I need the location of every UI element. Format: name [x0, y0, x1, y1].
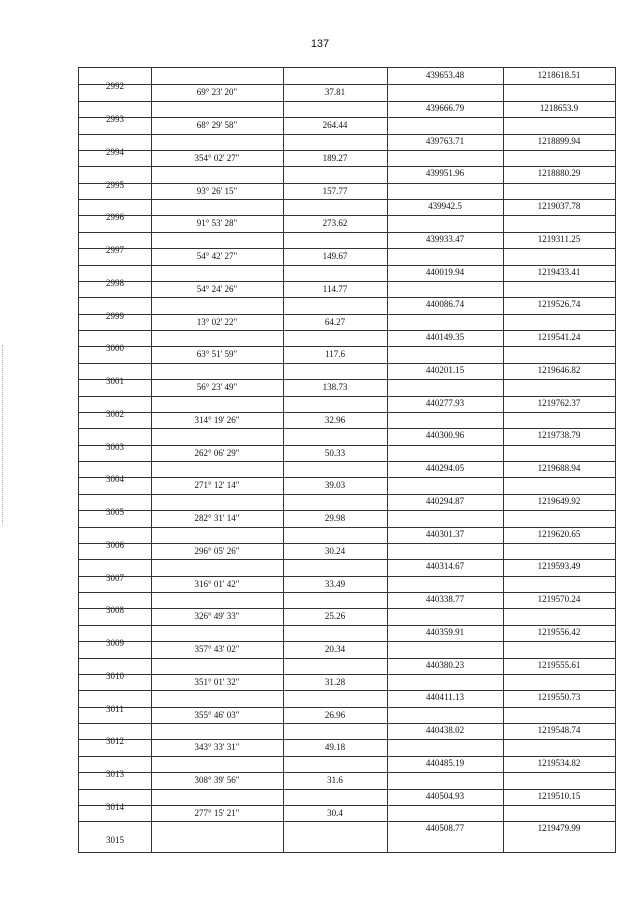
row-divider: [79, 412, 615, 413]
coordinate-y: 1219433.41: [537, 266, 581, 277]
coordinate-x: 440294.05: [425, 463, 465, 473]
coordinate-y: 1219688.94: [537, 463, 581, 473]
point-id: 3003: [106, 441, 124, 452]
coordinate-y: 1219550.73: [537, 692, 581, 703]
coordinate-x: 440277.93: [425, 397, 465, 408]
coordinate-y: 1219311.25: [537, 233, 581, 244]
coordinate-y: 1219738.79: [537, 430, 581, 441]
segment-distance: 49.18: [324, 742, 346, 753]
row-divider: [79, 281, 615, 282]
segment-angle: 13° 02' 22": [196, 316, 238, 327]
row-divider: [79, 576, 615, 577]
coordinate-y: 1218899.94: [537, 135, 581, 146]
coordinate-x: 440485.19: [425, 757, 465, 768]
row-divider: [79, 527, 615, 528]
coordinate-x: 440149.35: [425, 332, 465, 342]
point-id: 3015: [106, 834, 124, 845]
coordinate-x: 440300.96: [425, 430, 465, 441]
row-divider: [79, 445, 615, 446]
row-divider: [79, 772, 615, 773]
row-divider: [79, 543, 615, 544]
coordinate-y: 1219762.37: [537, 397, 581, 408]
segment-angle: 277° 15' 21": [194, 807, 240, 818]
segment-angle: 351° 01' 32": [194, 676, 240, 687]
coordinate-x: 440359.91: [425, 626, 465, 637]
coordinate-y: 1219620.65: [537, 528, 581, 539]
coordinate-y: 1218880.29: [537, 168, 581, 179]
row-divider: [79, 346, 615, 347]
row-divider: [79, 232, 615, 233]
segment-distance: 64.27: [324, 316, 346, 327]
coordinate-y: 1219555.61: [537, 659, 581, 670]
point-id: 3007: [106, 572, 124, 583]
coordinate-y: 1219037.78: [537, 201, 581, 211]
segment-distance: 30.24: [324, 545, 346, 556]
coordinate-y: 1219479.99: [537, 823, 581, 834]
coordinate-x: 440294.87: [425, 495, 465, 506]
row-divider: [79, 363, 615, 364]
row-divider: [79, 248, 615, 249]
segment-angle: 308° 39' 56": [194, 775, 240, 786]
coordinate-y: 1219541.24: [537, 332, 581, 342]
row-divider: [79, 625, 615, 626]
row-divider: [79, 674, 615, 675]
row-divider: [79, 379, 615, 380]
row-divider: [79, 396, 615, 397]
point-id: 3011: [106, 703, 124, 714]
segment-angle: 282° 31' 14": [194, 513, 240, 524]
coordinate-x: 440504.93: [425, 790, 465, 801]
segment-distance: 50.33: [324, 447, 346, 458]
point-id: 3006: [106, 539, 124, 550]
point-id: 3009: [106, 638, 124, 649]
segment-angle: 343° 33' 31": [194, 742, 240, 753]
segment-distance: 37.81: [324, 87, 346, 98]
coordinate-y: 1219556.42: [537, 626, 581, 637]
coordinate-x: 440019.94: [425, 266, 465, 277]
segment-distance: 26.96: [324, 709, 346, 720]
coordinate-x: 440314.67: [425, 561, 465, 572]
segment-angle: 54° 42' 27": [196, 251, 238, 262]
segment-distance: 157.77: [322, 185, 348, 196]
segment-angle: 314° 19' 26": [194, 414, 240, 425]
point-id: 3008: [106, 605, 124, 616]
segment-distance: 189.27: [322, 152, 348, 163]
point-id: 2996: [106, 212, 124, 223]
row-divider: [79, 150, 615, 151]
segment-distance: 273.62: [322, 218, 348, 229]
row-divider: [79, 707, 615, 708]
segment-distance: 138.73: [322, 382, 348, 393]
row-divider: [79, 641, 615, 642]
segment-angle: 54° 24' 26": [196, 283, 238, 294]
segment-angle: 63° 51' 59": [196, 349, 238, 360]
row-divider: [79, 117, 615, 118]
segment-angle: 56° 23' 49": [196, 382, 238, 393]
coordinate-y: 1219534.82: [537, 757, 581, 768]
segment-distance: 20.34: [324, 644, 346, 655]
row-divider: [79, 739, 615, 740]
point-id: 3010: [106, 670, 124, 681]
segment-angle: 296° 05' 26": [194, 545, 240, 556]
row-divider: [79, 510, 615, 511]
segment-distance: 149.67: [322, 251, 348, 262]
segment-distance: 31.28: [324, 676, 346, 687]
point-id: 3005: [106, 507, 124, 518]
page-number: 137: [310, 38, 330, 50]
segment-angle: 271° 12' 14": [194, 480, 240, 491]
row-divider: [79, 101, 615, 102]
point-id: 2995: [106, 179, 124, 190]
coordinate-y: 1219593.49: [537, 561, 581, 572]
point-id: 2998: [106, 277, 124, 288]
coordinate-x: 440380.23: [425, 659, 465, 670]
point-id: 2994: [106, 146, 124, 157]
point-id: 3002: [106, 408, 124, 419]
row-divider: [79, 461, 615, 462]
segment-distance: 29.98: [324, 513, 346, 524]
row-divider: [79, 477, 615, 478]
point-id: 2993: [106, 114, 124, 125]
segment-angle: 68° 29' 58": [196, 120, 238, 131]
coordinate-x: 440508.77: [425, 823, 465, 834]
segment-angle: 326° 49' 33": [194, 611, 240, 622]
row-divider: [79, 658, 615, 659]
coordinate-x: 440301.37: [425, 528, 465, 539]
point-id: 3014: [106, 801, 124, 812]
segment-angle: 316° 01' 42": [194, 578, 240, 589]
segment-angle: 262° 06' 29": [194, 447, 240, 458]
coordinate-y: 1218653.9: [539, 102, 579, 113]
row-divider: [79, 494, 615, 495]
coordinate-x: 439653.48: [425, 70, 465, 80]
segment-distance: 32.96: [324, 414, 346, 425]
row-divider: [79, 723, 615, 724]
segment-angle: 354° 02' 27": [194, 152, 240, 163]
segment-distance: 31.6: [327, 775, 343, 786]
row-divider: [79, 183, 615, 184]
point-id: 3000: [106, 343, 124, 354]
row-divider: [79, 789, 615, 790]
row-divider: [79, 330, 615, 331]
coordinate-y: 1218618.51: [537, 70, 581, 80]
row-divider: [79, 756, 615, 757]
coordinate-y: 1219548.74: [537, 725, 581, 735]
coordinate-x: 439763.71: [425, 135, 465, 146]
segment-distance: 264.44: [322, 120, 348, 131]
point-id: 2999: [106, 310, 124, 321]
coordinate-y: 1219649.92: [537, 495, 581, 506]
segment-angle: 357° 43' 02": [194, 644, 240, 655]
row-divider: [79, 608, 615, 609]
coordinate-y: 1219570.24: [537, 594, 581, 604]
coordinate-x: 439951.96: [425, 168, 465, 179]
row-divider: [79, 559, 615, 560]
coordinates-table: [78, 67, 616, 853]
coordinate-x: 440438.02: [425, 725, 465, 735]
point-id: 3012: [106, 736, 124, 747]
segment-angle: 355° 46' 03": [194, 709, 240, 720]
row-divider: [79, 805, 615, 806]
row-divider: [79, 199, 615, 200]
segment-distance: 30.4: [327, 807, 343, 818]
row-divider: [79, 314, 615, 315]
point-id: 2997: [106, 245, 124, 256]
segment-angle: 91° 53' 28": [196, 218, 238, 229]
row-divider: [79, 297, 615, 298]
segment-distance: 25.26: [324, 611, 346, 622]
row-divider: [79, 690, 615, 691]
segment-angle: 93° 26' 15": [196, 185, 238, 196]
coordinate-x: 440086.74: [425, 299, 465, 310]
scan-margin-mark: [2, 345, 6, 525]
row-divider: [79, 592, 615, 593]
segment-distance: 39.03: [324, 480, 346, 491]
segment-distance: 33.49: [324, 578, 346, 589]
point-id: 3001: [106, 376, 124, 387]
coordinate-x: 439666.79: [425, 102, 465, 113]
segment-distance: 117.6: [325, 349, 345, 360]
coordinate-x: 440201.15: [425, 364, 465, 375]
row-divider: [79, 428, 615, 429]
point-id: 3013: [106, 769, 124, 780]
row-divider: [79, 265, 615, 266]
row-divider: [79, 215, 615, 216]
segment-distance: 114.77: [322, 283, 348, 294]
row-divider: [79, 84, 615, 85]
row-divider: [79, 134, 615, 135]
row-divider: [79, 166, 615, 167]
coordinate-y: 1219646.82: [537, 364, 581, 375]
coordinate-y: 1219526.74: [537, 299, 581, 310]
segment-angle: 69° 23' 20": [196, 87, 238, 98]
coordinate-x: 440411.13: [426, 692, 464, 703]
coordinate-x: 439933.47: [425, 233, 465, 244]
point-id: 2992: [106, 81, 124, 92]
coordinate-x: 440338.77: [425, 594, 465, 604]
coordinate-y: 1219510.15: [537, 790, 581, 801]
point-id: 3004: [106, 474, 124, 485]
row-divider: [79, 821, 615, 822]
coordinate-x: 439942.5: [428, 201, 462, 211]
